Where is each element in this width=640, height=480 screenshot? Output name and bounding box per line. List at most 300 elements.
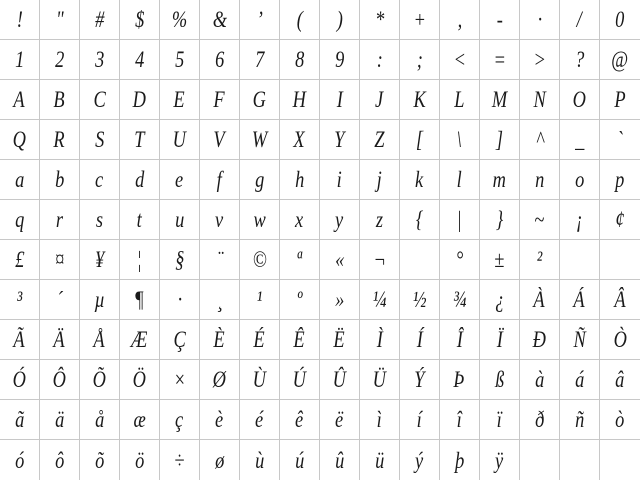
glyph-cell[interactable] <box>120 200 160 240</box>
glyph-cell[interactable] <box>240 440 280 480</box>
glyph-character: n <box>534 167 545 192</box>
glyph-character: w <box>253 207 266 232</box>
glyph-character: Ð <box>532 327 547 352</box>
glyph-character: ô <box>54 447 65 473</box>
glyph-cell[interactable] <box>520 120 560 160</box>
glyph-cell[interactable] <box>0 320 40 360</box>
glyph-cell[interactable] <box>160 0 200 40</box>
glyph-cell[interactable] <box>40 400 80 440</box>
glyph-cell[interactable] <box>120 40 160 80</box>
glyph-cell[interactable] <box>480 440 520 480</box>
glyph-cell[interactable] <box>360 80 400 120</box>
glyph-cell[interactable] <box>400 80 440 120</box>
glyph-cell[interactable] <box>400 360 440 400</box>
glyph-cell[interactable] <box>360 280 400 320</box>
glyph-cell[interactable] <box>240 80 280 120</box>
glyph-character: J <box>375 87 384 112</box>
glyph-cell[interactable] <box>360 360 400 400</box>
glyph-cell[interactable] <box>520 160 560 200</box>
glyph-cell[interactable] <box>560 0 600 40</box>
glyph-character: ? <box>574 47 585 72</box>
glyph-cell[interactable] <box>280 80 320 120</box>
glyph-cell[interactable] <box>520 360 560 400</box>
glyph-cell[interactable] <box>440 120 480 160</box>
glyph-cell[interactable] <box>120 360 160 400</box>
glyph-character: ] <box>495 127 504 152</box>
glyph-character: Ä <box>53 327 66 352</box>
glyph-character: l <box>456 167 463 192</box>
glyph-character: f <box>216 167 223 192</box>
glyph-cell[interactable] <box>160 200 200 240</box>
glyph-character: 0 <box>615 7 625 32</box>
glyph-cell[interactable] <box>160 80 200 120</box>
glyph-character: Õ <box>92 367 107 392</box>
glyph-cell[interactable] <box>400 160 440 200</box>
glyph-cell[interactable] <box>120 440 160 480</box>
glyph-cell[interactable] <box>440 280 480 320</box>
glyph-cell[interactable] <box>0 400 40 440</box>
glyph-character: Í <box>416 327 423 352</box>
glyph-cell[interactable] <box>40 240 80 280</box>
glyph-character: 1 <box>14 47 25 72</box>
glyph-cell[interactable] <box>280 360 320 400</box>
glyph-cell[interactable] <box>320 0 360 40</box>
glyph-character: : <box>376 47 383 72</box>
glyph-cell[interactable] <box>320 360 360 400</box>
glyph-cell[interactable] <box>400 240 440 280</box>
glyph-cell[interactable] <box>320 80 360 120</box>
glyph-cell[interactable] <box>440 200 480 240</box>
glyph-character: " <box>55 7 64 32</box>
glyph-cell[interactable] <box>520 240 560 280</box>
glyph-character: 9 <box>334 47 345 72</box>
glyph-cell[interactable] <box>560 440 600 480</box>
glyph-cell[interactable] <box>80 400 120 440</box>
glyph-cell[interactable] <box>560 40 600 80</box>
glyph-cell[interactable] <box>0 40 40 80</box>
glyph-character: Ù <box>252 367 267 392</box>
glyph-cell[interactable] <box>120 400 160 440</box>
glyph-character: ¸ <box>216 287 223 312</box>
glyph-character: þ <box>454 447 465 473</box>
glyph-cell[interactable] <box>440 80 480 120</box>
glyph-character: Â <box>614 287 626 312</box>
glyph-character: % <box>171 7 188 32</box>
glyph-cell[interactable] <box>240 40 280 80</box>
glyph-cell[interactable] <box>520 0 560 40</box>
glyph-cell[interactable] <box>200 280 240 320</box>
glyph-cell[interactable] <box>40 280 80 320</box>
glyph-cell[interactable] <box>600 80 640 120</box>
glyph-cell[interactable] <box>440 360 480 400</box>
glyph-cell[interactable] <box>400 200 440 240</box>
glyph-cell[interactable] <box>560 320 600 360</box>
glyph-character: Ö <box>132 367 147 392</box>
glyph-cell[interactable] <box>160 160 200 200</box>
glyph-cell[interactable] <box>360 120 400 160</box>
glyph-character: | <box>456 207 463 232</box>
glyph-character: j <box>376 167 383 192</box>
glyph-character: c <box>95 167 104 192</box>
glyph-cell[interactable] <box>440 320 480 360</box>
glyph-character: Ç <box>173 327 186 352</box>
glyph-cell[interactable] <box>600 120 640 160</box>
glyph-cell[interactable] <box>280 0 320 40</box>
glyph-cell[interactable] <box>240 160 280 200</box>
glyph-cell[interactable] <box>80 240 120 280</box>
glyph-cell[interactable] <box>120 280 160 320</box>
glyph-cell[interactable] <box>320 280 360 320</box>
glyph-cell[interactable] <box>280 280 320 320</box>
glyph-cell[interactable] <box>600 440 640 480</box>
glyph-character: > <box>533 47 546 72</box>
glyph-cell[interactable] <box>240 200 280 240</box>
glyph-cell[interactable] <box>520 200 560 240</box>
glyph-cell[interactable] <box>600 0 640 40</box>
glyph-character: Î <box>456 327 463 352</box>
glyph-character: Ú <box>292 367 307 392</box>
glyph-cell[interactable] <box>200 0 240 40</box>
glyph-cell[interactable] <box>280 440 320 480</box>
glyph-cell[interactable] <box>0 440 40 480</box>
glyph-cell[interactable] <box>400 400 440 440</box>
glyph-character: ’ <box>256 7 263 32</box>
glyph-character: C <box>93 87 106 112</box>
glyph-character: Ñ <box>573 327 586 352</box>
glyph-cell[interactable] <box>40 40 80 80</box>
glyph-cell[interactable] <box>0 120 40 160</box>
glyph-character: ÿ <box>495 447 504 473</box>
glyph-cell[interactable] <box>560 160 600 200</box>
glyph-character: d <box>134 167 145 192</box>
glyph-character: Û <box>332 367 347 392</box>
glyph-cell[interactable] <box>520 400 560 440</box>
glyph-cell[interactable] <box>440 440 480 480</box>
glyph-character: ¨ <box>216 247 223 272</box>
glyph-cell[interactable] <box>40 360 80 400</box>
glyph-cell[interactable] <box>40 0 80 40</box>
glyph-cell[interactable] <box>400 320 440 360</box>
glyph-cell[interactable] <box>280 320 320 360</box>
glyph-cell[interactable] <box>320 200 360 240</box>
glyph-character: k <box>415 167 424 192</box>
glyph-character: S <box>94 127 105 152</box>
glyph-cell[interactable] <box>520 320 560 360</box>
glyph-character: v <box>215 207 224 232</box>
glyph-cell[interactable] <box>200 160 240 200</box>
glyph-character: M <box>491 87 508 112</box>
glyph-character: » <box>334 287 345 312</box>
glyph-cell[interactable] <box>480 0 520 40</box>
glyph-character: Ë <box>333 327 346 352</box>
glyph-cell[interactable] <box>160 40 200 80</box>
glyph-cell[interactable] <box>0 200 40 240</box>
glyph-cell[interactable] <box>600 200 640 240</box>
glyph-character: ( <box>296 7 303 32</box>
glyph-cell[interactable] <box>320 40 360 80</box>
glyph-character: ± <box>494 247 505 272</box>
glyph-character: F <box>213 87 226 112</box>
glyph-cell[interactable] <box>80 440 120 480</box>
glyph-cell[interactable] <box>440 40 480 80</box>
glyph-cell[interactable] <box>400 40 440 80</box>
glyph-cell[interactable] <box>120 320 160 360</box>
glyph-character: Y <box>334 127 345 152</box>
glyph-character: z <box>375 207 384 232</box>
glyph-cell[interactable] <box>480 320 520 360</box>
glyph-cell[interactable] <box>520 40 560 80</box>
glyph-cell[interactable] <box>520 80 560 120</box>
glyph-cell[interactable] <box>200 40 240 80</box>
glyph-cell[interactable] <box>480 240 520 280</box>
glyph-cell[interactable] <box>600 320 640 360</box>
glyph-cell[interactable] <box>560 360 600 400</box>
glyph-character: 6 <box>214 47 225 72</box>
glyph-character: + <box>413 7 426 32</box>
glyph-character: b <box>54 167 65 192</box>
glyph-cell[interactable] <box>80 320 120 360</box>
glyph-cell[interactable] <box>520 440 560 480</box>
glyph-cell[interactable] <box>120 0 160 40</box>
glyph-character: < <box>453 47 466 72</box>
glyph-cell[interactable] <box>120 240 160 280</box>
glyph-cell[interactable] <box>480 200 520 240</box>
glyph-cell[interactable] <box>40 120 80 160</box>
glyph-character: ~ <box>534 207 545 232</box>
glyph-character: ÷ <box>174 447 185 473</box>
glyph-cell[interactable] <box>200 320 240 360</box>
glyph-cell[interactable] <box>240 320 280 360</box>
glyph-cell[interactable] <box>560 240 600 280</box>
glyph-cell[interactable] <box>40 440 80 480</box>
glyph-cell[interactable] <box>400 280 440 320</box>
glyph-cell[interactable] <box>80 120 120 160</box>
glyph-character: 5 <box>174 47 185 72</box>
glyph-cell[interactable] <box>600 160 640 200</box>
glyph-cell[interactable] <box>40 320 80 360</box>
glyph-character: K <box>413 87 426 112</box>
glyph-character: B <box>53 87 66 112</box>
glyph-character: ü <box>374 447 385 473</box>
glyph-character: Ì <box>376 327 383 352</box>
glyph-character: ) <box>336 7 343 32</box>
glyph-cell[interactable] <box>440 240 480 280</box>
glyph-cell[interactable] <box>440 0 480 40</box>
glyph-cell[interactable] <box>120 120 160 160</box>
glyph-cell[interactable] <box>160 120 200 160</box>
glyph-cell[interactable] <box>160 280 200 320</box>
glyph-cell[interactable] <box>480 280 520 320</box>
glyph-character: 4 <box>134 47 145 72</box>
glyph-cell[interactable] <box>480 80 520 120</box>
glyph-character: A <box>13 87 26 112</box>
glyph-cell[interactable] <box>200 240 240 280</box>
glyph-character: X <box>293 127 306 152</box>
glyph-cell[interactable] <box>600 240 640 280</box>
glyph-cell[interactable] <box>160 440 200 480</box>
glyph-cell[interactable] <box>80 40 120 80</box>
glyph-cell[interactable] <box>240 240 280 280</box>
glyph-cell[interactable] <box>320 320 360 360</box>
glyph-character: à <box>534 367 545 392</box>
glyph-cell[interactable] <box>40 200 80 240</box>
glyph-cell[interactable] <box>0 360 40 400</box>
glyph-cell[interactable] <box>320 440 360 480</box>
glyph-cell[interactable] <box>200 360 240 400</box>
glyph-cell[interactable] <box>360 200 400 240</box>
glyph-cell[interactable] <box>200 400 240 440</box>
glyph-character: ò <box>615 407 625 432</box>
glyph-cell[interactable] <box>80 160 120 200</box>
glyph-character: ¡ <box>575 207 584 232</box>
glyph-cell[interactable] <box>240 400 280 440</box>
glyph-character: - <box>496 7 503 32</box>
glyph-cell[interactable] <box>80 0 120 40</box>
glyph-cell[interactable] <box>280 40 320 80</box>
glyph-cell[interactable] <box>240 0 280 40</box>
glyph-character: u <box>174 207 185 232</box>
glyph-character: o <box>574 167 585 192</box>
glyph-character: ^ <box>535 127 544 152</box>
glyph-character: ¹ <box>256 287 263 312</box>
glyph-character: ¥ <box>94 247 105 272</box>
glyph-cell[interactable] <box>400 0 440 40</box>
glyph-character: O <box>572 87 587 112</box>
glyph-character: ø <box>214 447 225 473</box>
glyph-cell[interactable] <box>360 0 400 40</box>
glyph-cell[interactable] <box>480 120 520 160</box>
glyph-cell[interactable] <box>280 160 320 200</box>
glyph-cell[interactable] <box>560 400 600 440</box>
glyph-character: Q <box>12 127 27 152</box>
glyph-character: 7 <box>254 47 265 72</box>
glyph-cell[interactable] <box>440 400 480 440</box>
glyph-cell[interactable] <box>320 240 360 280</box>
glyph-cell[interactable] <box>600 280 640 320</box>
glyph-cell[interactable] <box>120 160 160 200</box>
glyph-character: Ø <box>212 367 227 392</box>
glyph-character: Ê <box>293 327 306 352</box>
glyph-character: h <box>294 167 305 192</box>
glyph-character: Ò <box>613 327 627 352</box>
glyph-character: é <box>255 407 264 432</box>
glyph-character: · <box>537 7 542 32</box>
glyph-cell[interactable] <box>200 120 240 160</box>
glyph-cell[interactable] <box>280 200 320 240</box>
glyph-cell[interactable] <box>160 240 200 280</box>
glyph-cell[interactable] <box>80 200 120 240</box>
glyph-cell[interactable] <box>280 400 320 440</box>
glyph-character: º <box>296 287 303 312</box>
glyph-cell[interactable] <box>360 320 400 360</box>
glyph-character: è <box>215 407 224 432</box>
glyph-character: ³ <box>16 287 23 312</box>
glyph-cell[interactable] <box>80 80 120 120</box>
glyph-cell[interactable] <box>240 360 280 400</box>
glyph-cell[interactable] <box>240 280 280 320</box>
glyph-character: ö <box>134 447 145 473</box>
glyph-cell[interactable] <box>600 360 640 400</box>
glyph-cell[interactable] <box>0 160 40 200</box>
glyph-character: ç <box>175 407 184 432</box>
glyph-cell[interactable] <box>560 80 600 120</box>
glyph-character: R <box>53 127 66 152</box>
glyph-cell[interactable] <box>80 280 120 320</box>
glyph-character: ½ <box>412 287 427 312</box>
glyph-cell[interactable] <box>0 0 40 40</box>
glyph-cell[interactable] <box>120 80 160 120</box>
glyph-cell[interactable] <box>0 240 40 280</box>
glyph-character: ù <box>254 447 265 473</box>
glyph-character: É <box>253 327 266 352</box>
glyph-character: û <box>334 447 345 473</box>
glyph-character: t <box>136 207 143 232</box>
glyph-cell[interactable] <box>160 360 200 400</box>
glyph-cell[interactable] <box>480 400 520 440</box>
glyph-character: Z <box>374 127 385 152</box>
glyph-cell[interactable] <box>480 160 520 200</box>
glyph-cell[interactable] <box>0 280 40 320</box>
glyph-cell[interactable] <box>160 320 200 360</box>
glyph-cell[interactable] <box>360 440 400 480</box>
glyph-cell[interactable] <box>240 120 280 160</box>
glyph-character: ! <box>16 7 23 32</box>
glyph-cell[interactable] <box>280 240 320 280</box>
glyph-character: * <box>374 7 385 32</box>
glyph-cell[interactable] <box>320 120 360 160</box>
glyph-cell[interactable] <box>80 360 120 400</box>
glyph-character: 2 <box>54 47 65 72</box>
glyph-character: L <box>454 87 465 112</box>
glyph-cell[interactable] <box>480 360 520 400</box>
glyph-cell[interactable] <box>320 160 360 200</box>
glyph-cell[interactable] <box>360 40 400 80</box>
glyph-character: x <box>295 207 304 232</box>
glyph-cell[interactable] <box>200 200 240 240</box>
glyph-cell[interactable] <box>40 80 80 120</box>
glyph-cell[interactable] <box>400 440 440 480</box>
glyph-character: È <box>213 327 226 352</box>
glyph-character: E <box>173 87 186 112</box>
glyph-cell[interactable] <box>400 120 440 160</box>
glyph-character: a <box>14 167 25 192</box>
glyph-cell[interactable] <box>480 40 520 80</box>
glyph-character: ¼ <box>372 287 387 312</box>
glyph-cell[interactable] <box>600 40 640 80</box>
glyph-cell[interactable] <box>320 400 360 440</box>
glyph-cell[interactable] <box>40 160 80 200</box>
glyph-cell[interactable] <box>160 400 200 440</box>
glyph-cell[interactable] <box>200 440 240 480</box>
glyph-cell[interactable] <box>560 200 600 240</box>
glyph-character: i <box>336 167 343 192</box>
glyph-cell[interactable] <box>360 160 400 200</box>
glyph-cell[interactable] <box>200 80 240 120</box>
glyph-cell[interactable] <box>600 400 640 440</box>
glyph-character: Ü <box>372 367 387 392</box>
glyph-cell[interactable] <box>360 400 400 440</box>
glyph-cell[interactable] <box>280 120 320 160</box>
glyph-character: r <box>55 207 64 232</box>
glyph-cell[interactable] <box>0 80 40 120</box>
glyph-cell[interactable] <box>360 240 400 280</box>
glyph-cell[interactable] <box>520 280 560 320</box>
glyph-cell[interactable] <box>560 280 600 320</box>
glyph-cell[interactable] <box>440 160 480 200</box>
glyph-character: £ <box>14 247 25 272</box>
glyph-cell[interactable] <box>560 120 600 160</box>
glyph-character: U <box>172 127 187 152</box>
